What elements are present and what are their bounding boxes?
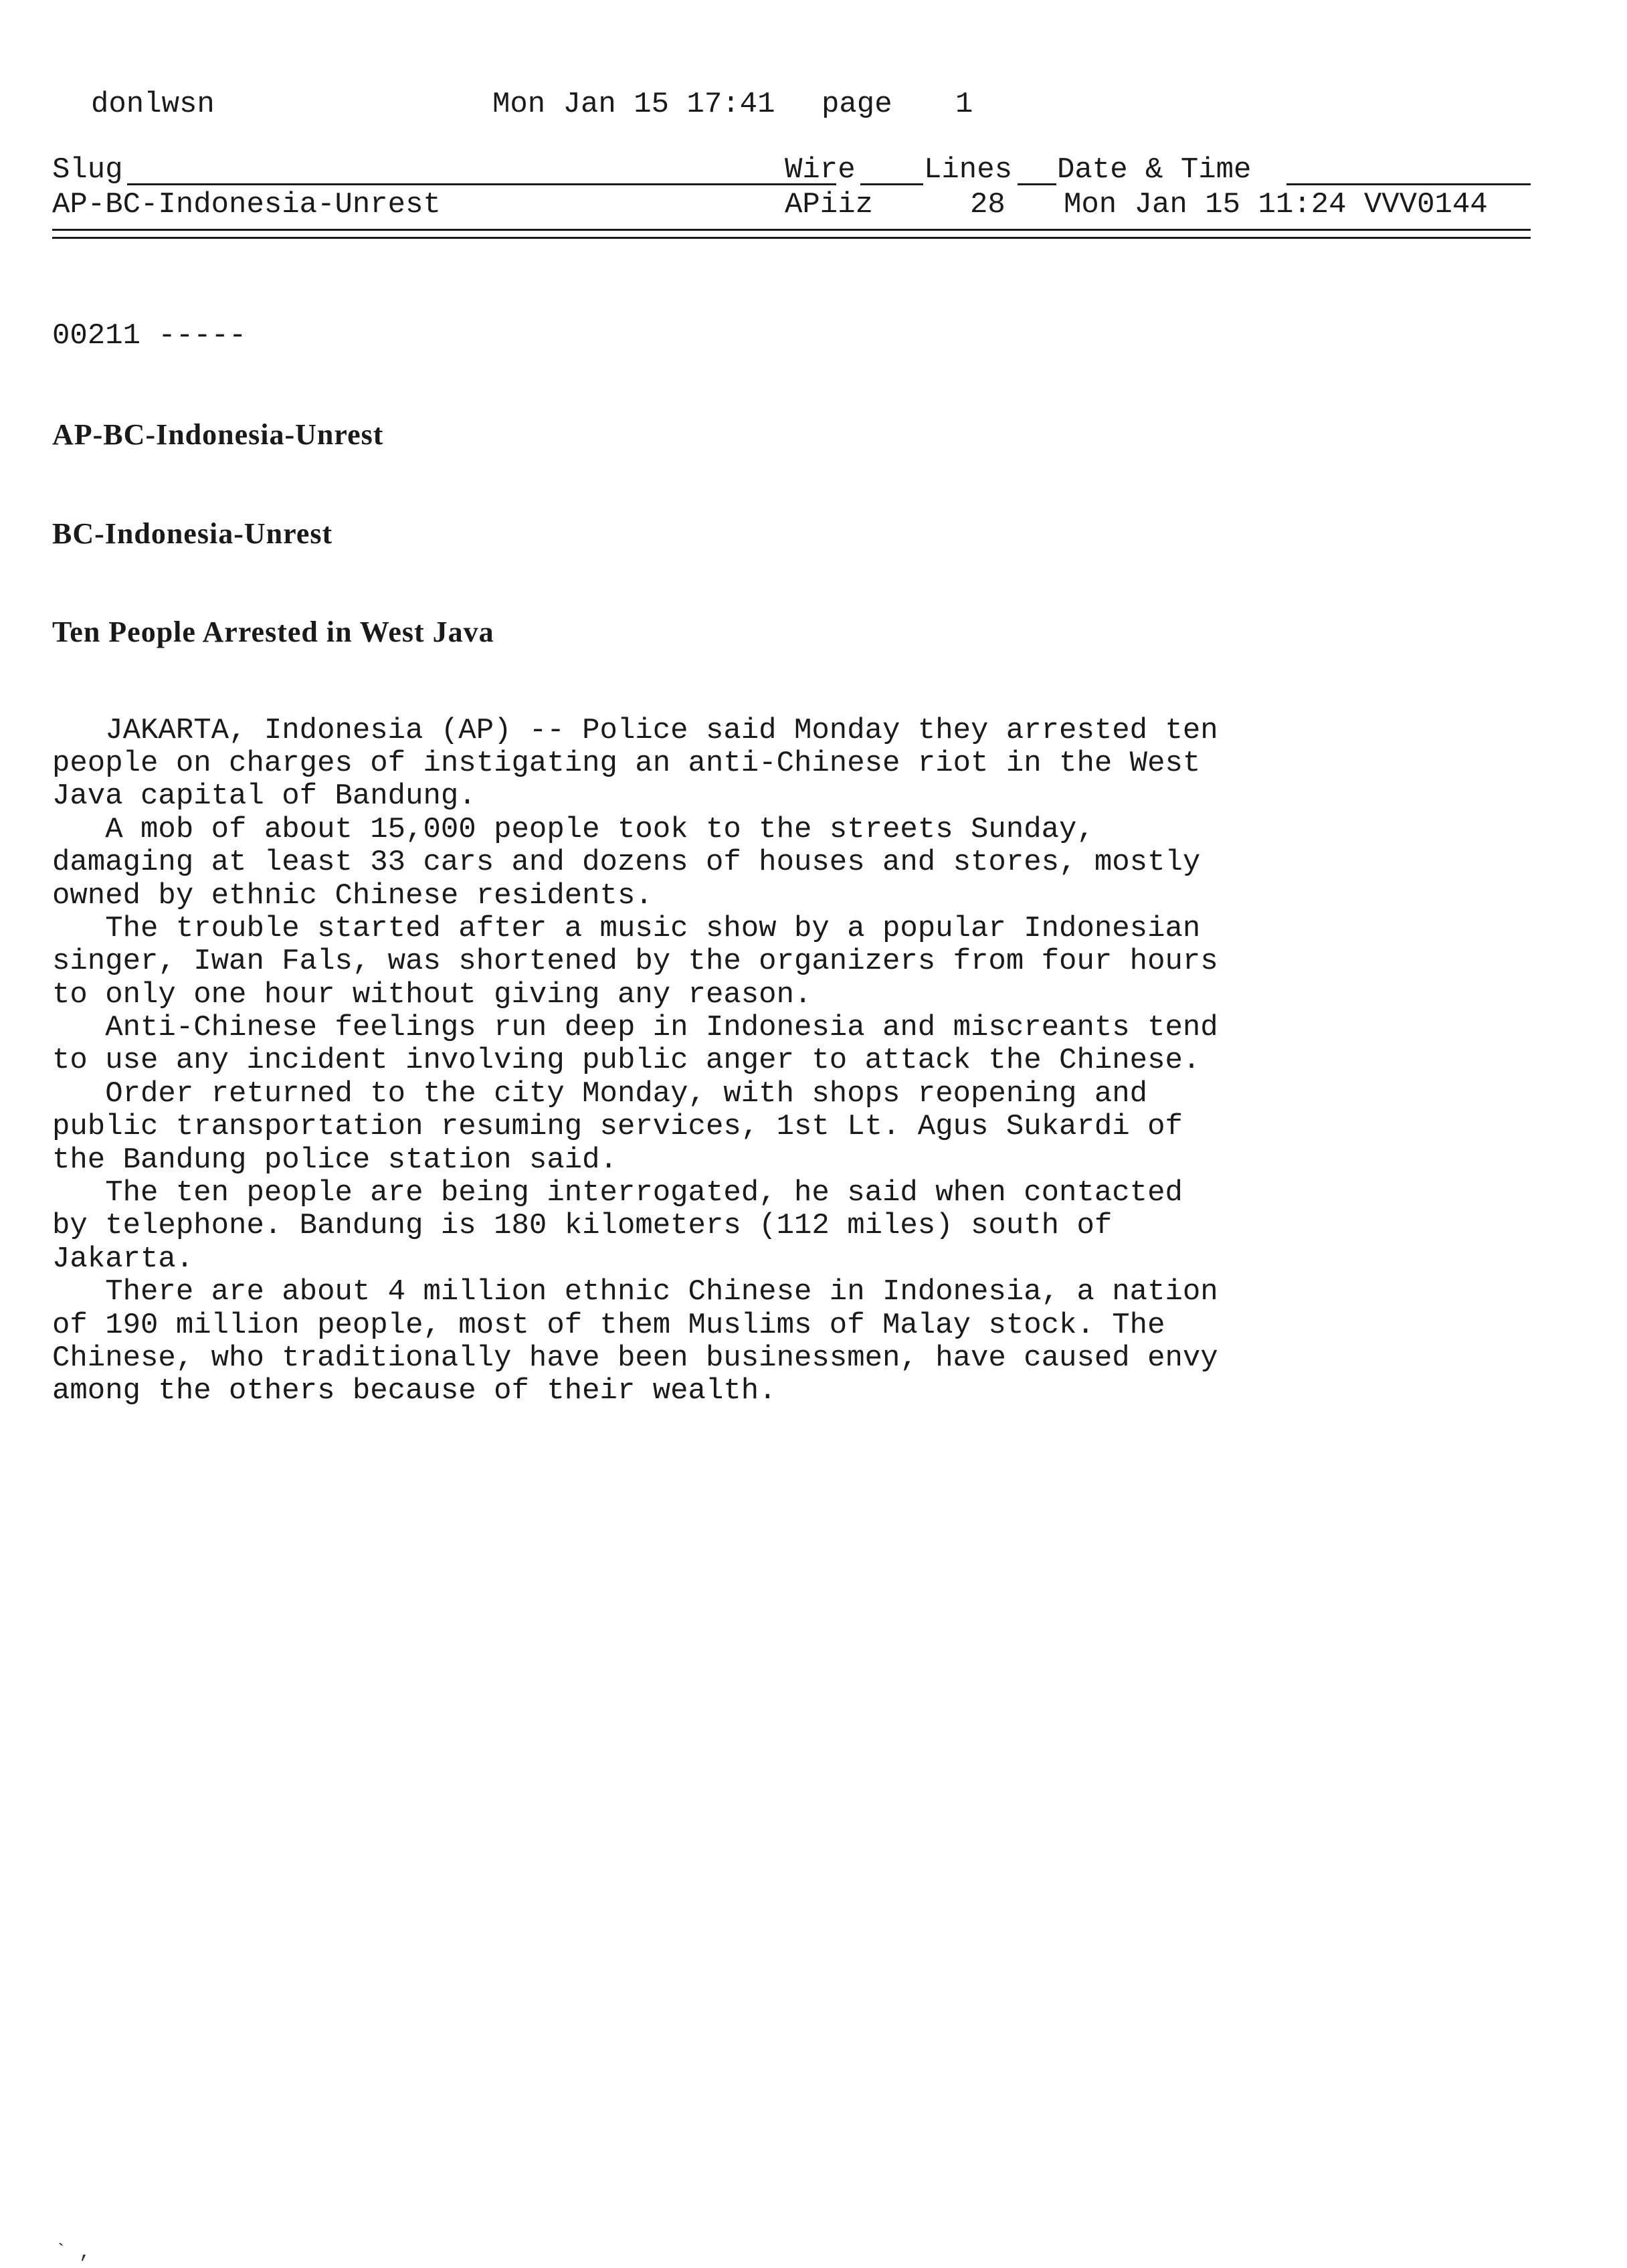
story-line: JAKARTA, Indonesia (AP) -- Police said Monday they arrested ten [52, 713, 1218, 747]
story-body [52, 715, 1564, 1408]
slug-underline [127, 183, 836, 185]
user-name: donlwsn [91, 88, 215, 121]
column-lines: Lines [924, 153, 1013, 187]
story-line: The ten people are being interrogated, he said when contacted [52, 1176, 1183, 1210]
table-row [52, 189, 1564, 222]
story-line: owned by ethnic Chinese residents. [52, 878, 653, 913]
wire-underline [860, 183, 923, 185]
story-line: There are about 4 million ethnic Chinese in Indonesia, a nation [52, 1275, 1218, 1309]
story-line: The trouble started after a music show by a popular Indonesian [52, 911, 1201, 945]
story-line: among the others because of their wealth. [52, 1374, 777, 1408]
row-slug: AP-BC-Indonesia-Unrest [52, 188, 441, 221]
story-line: to use any incident involving public anger to attack the Chinese. [52, 1044, 1201, 1078]
column-wire: Wire [785, 153, 856, 187]
row-wire: APiiz [785, 188, 874, 221]
story-line: A mob of about 15,000 people took to the streets Sunday, [52, 812, 1094, 846]
story-line: of 190 million people, most of them Muslims of Malay stock. The [52, 1308, 1165, 1342]
story-line: Chinese, who traditionally have been businessmen, have caused envy [52, 1341, 1218, 1375]
row-datetime: Mon Jan 15 11:24 VVV0144 [1064, 188, 1488, 221]
story-line: Java capital of Bandung. [52, 779, 476, 814]
column-datetime: Date & Time [1057, 153, 1252, 187]
row-lines: 28 [970, 188, 1006, 221]
column-slug: Slug [52, 153, 123, 187]
page-number: 1 [955, 88, 973, 121]
story-line: Anti-Chinese feelings run deep in Indonesia and miscreants tend [52, 1011, 1218, 1045]
separator-bottom [52, 237, 1531, 239]
story-id: 00211 ----- [52, 319, 247, 353]
table-header [52, 154, 1537, 187]
story-line: the Bandung police station said. [52, 1143, 617, 1177]
separator-top [52, 229, 1531, 231]
story-line: damaging at least 33 cars and dozens of houses and stores, mostly [52, 846, 1201, 880]
story-line: public transportation resuming services, 1st Lt. Agus Sukardi of [52, 1110, 1183, 1144]
story-line: people on charges of instigating an anti-Chinese riot in the West [52, 746, 1201, 780]
story [52, 254, 1564, 1441]
page-label: page [822, 88, 892, 121]
story-line: Jakarta. [52, 1242, 194, 1276]
story-line: singer, Iwan Fals, was shortened by the organizers from four hours [52, 945, 1218, 979]
datetime-underline [1286, 183, 1531, 185]
footer-mark: ` , [55, 2241, 92, 2264]
story-line: Order returned to the city Monday, with shops reopening and [52, 1076, 1148, 1111]
lines-underline [1018, 183, 1056, 185]
story-line: to only one hour without giving any reason. [52, 977, 812, 1012]
story-line: by telephone. Bandung is 180 kilometers (112 miles) south of [52, 1209, 1113, 1243]
story-headline: Ten People Arrested in West Java [52, 616, 494, 649]
story-slug-primary: AP-BC-Indonesia-Unrest [52, 418, 384, 452]
print-datetime: Mon Jan 15 17:41 [492, 88, 775, 121]
story-slug-secondary: BC-Indonesia-Unrest [52, 516, 333, 550]
